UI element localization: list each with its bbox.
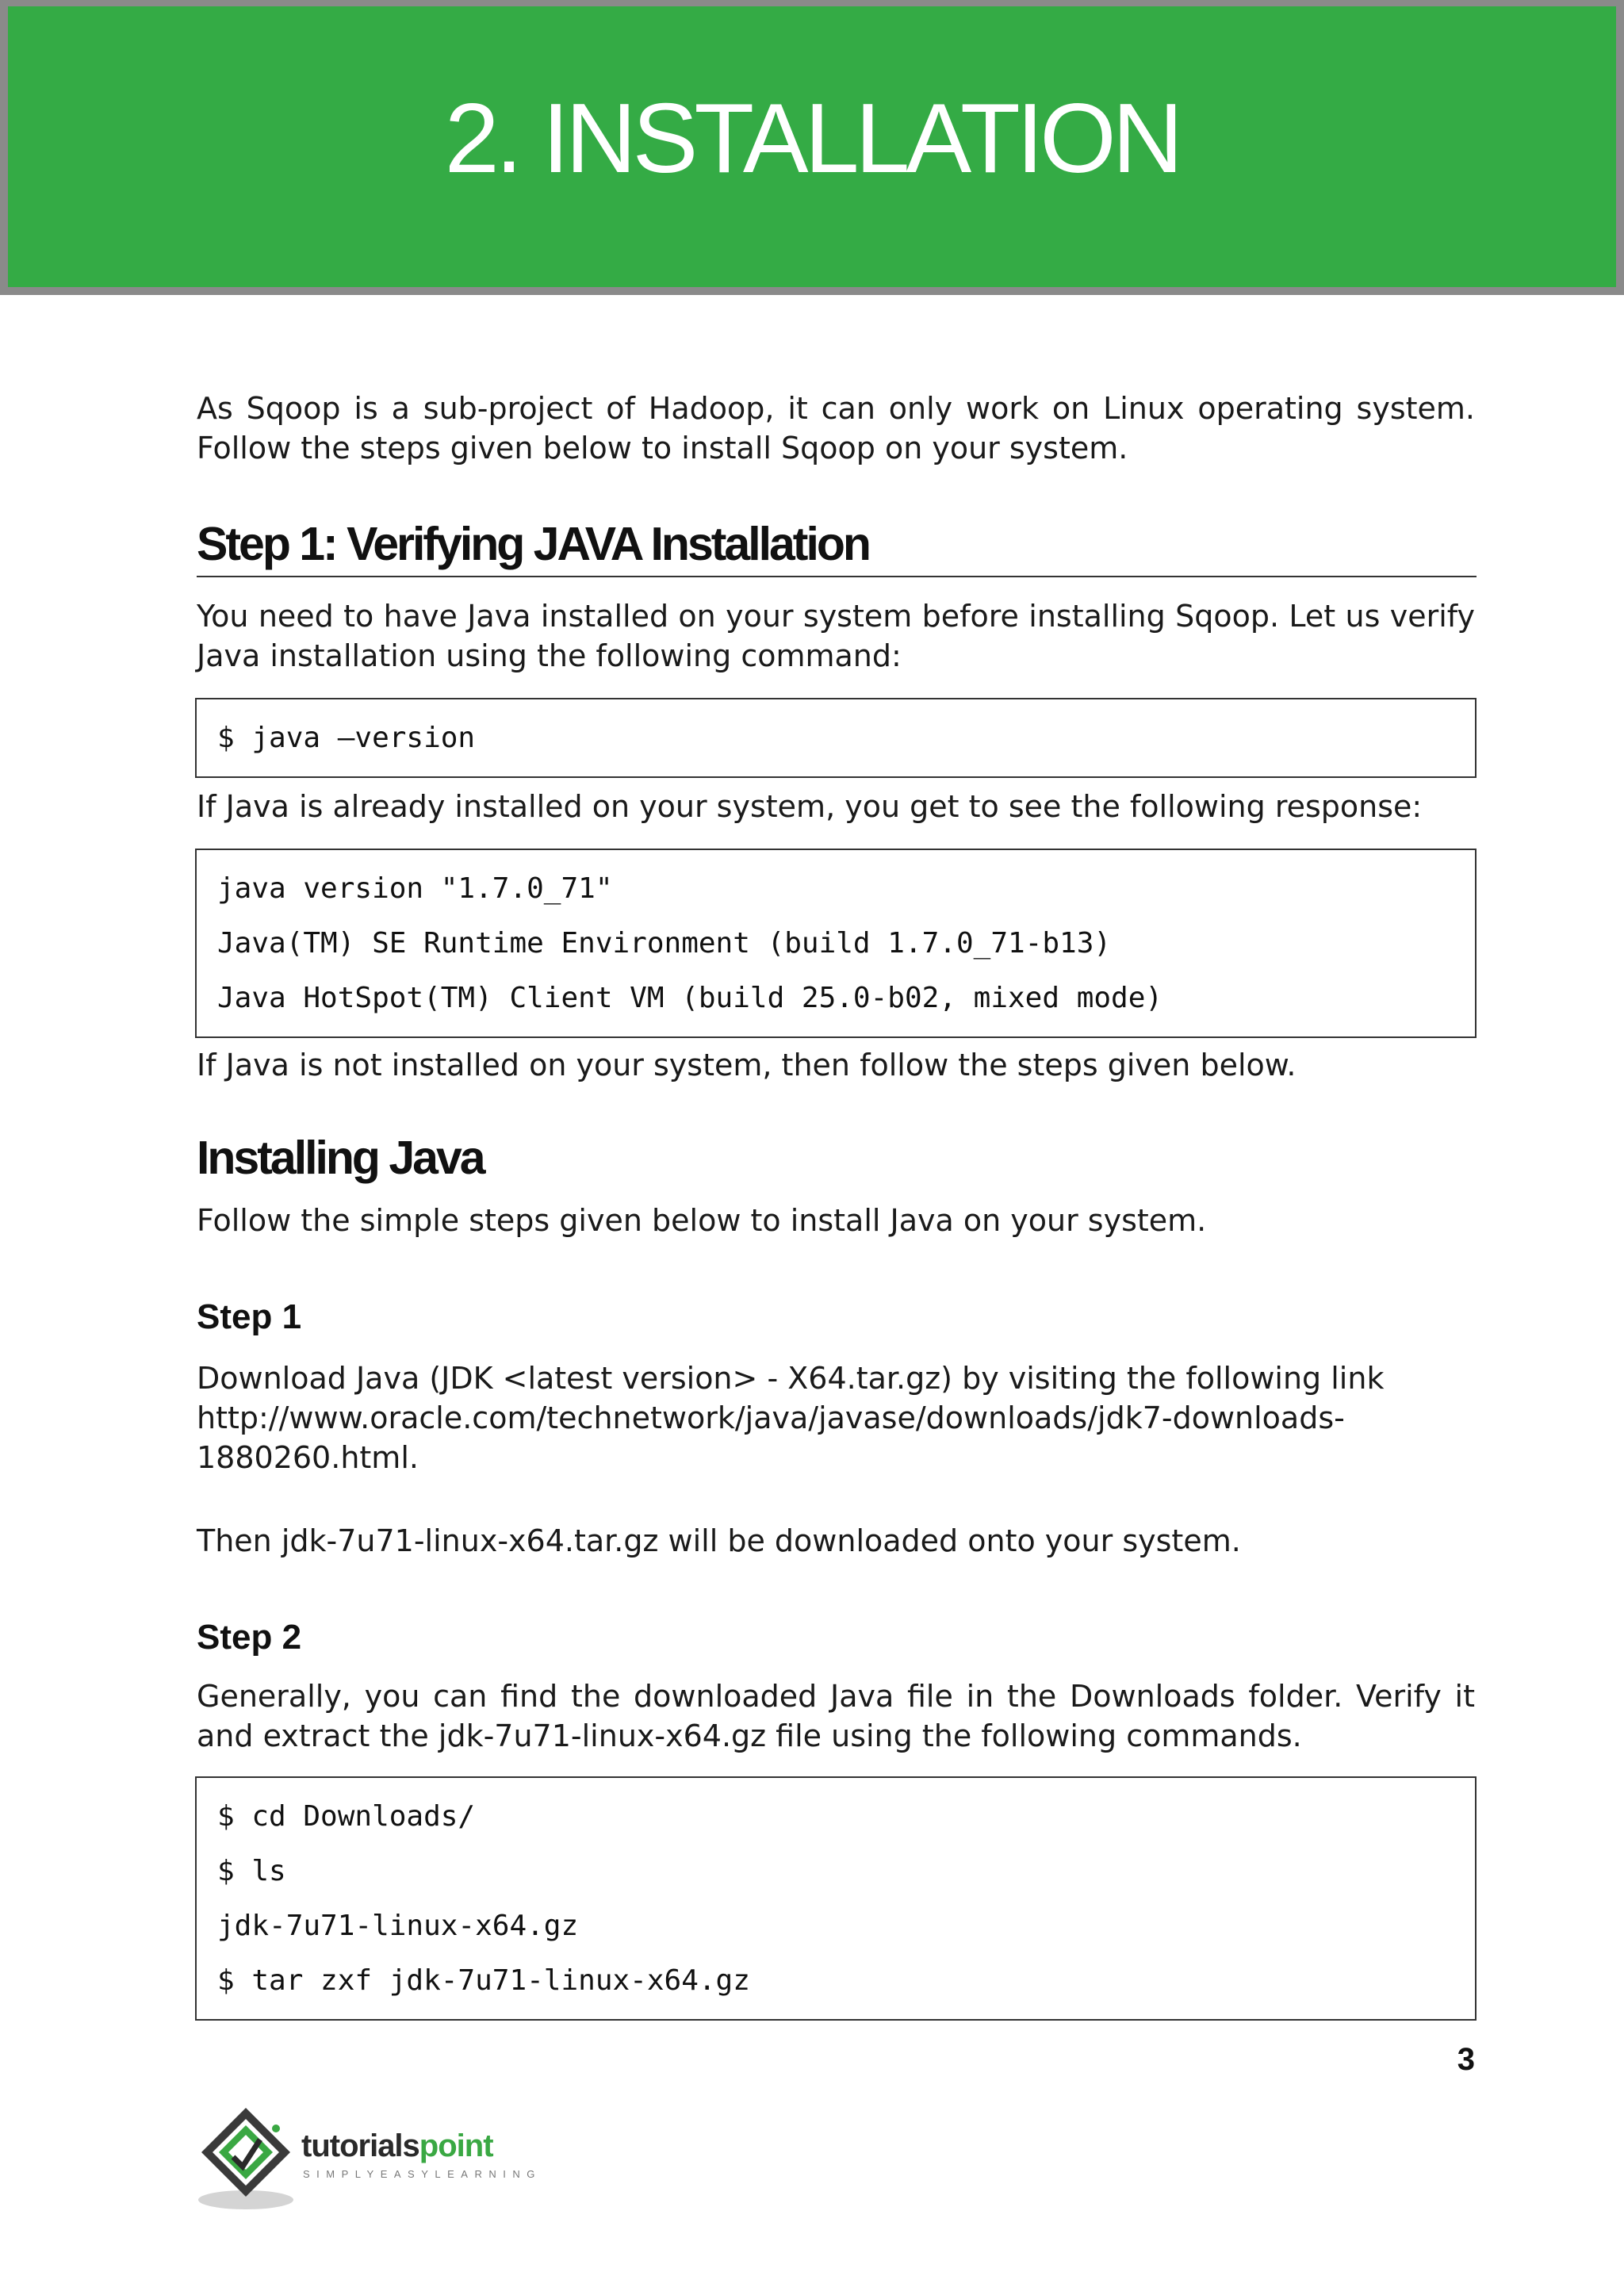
code-line: $ ls: [217, 1855, 286, 1887]
step-1-line-1: Download Java (JDK <latest version> - X64.tar.gz) by visiting the following link: [197, 1361, 1385, 1396]
page-number: 3: [1457, 2042, 1475, 2077]
code-block-java-version: [195, 698, 1477, 778]
step1-heading: Step 1: Verifying JAVA Installation: [197, 517, 1477, 577]
step1-paragraph: You need to have Java installed on your system before installing Sqoop. Let us verify Java installation using the following command:: [197, 599, 1475, 673]
installing-java-heading: Installing Java: [197, 1132, 484, 1184]
step-2-subheading: Step 2: [197, 1618, 302, 1657]
code-line: jdk-7u71-linux-x64.gz: [217, 1910, 579, 1942]
download-link[interactable]: http://www.oracle.com/technetwork/java/javase/downloads/jdk7-downloads-: [197, 1400, 1345, 1435]
code-block-java-response: [195, 849, 1477, 1038]
not-installed-paragraph: If Java is not installed on your system, then follow the steps given below.: [197, 1048, 1297, 1082]
chapter-banner: [0, 0, 1624, 295]
chapter-title: 2. INSTALLATION: [444, 84, 1180, 193]
step-1-line-3: 1880260.html.: [197, 1440, 419, 1475]
logo-emblem-icon: [193, 2102, 304, 2213]
logo-word-tutorials: tutorials: [301, 2128, 419, 2163]
installing-java-paragraph: Follow the simple steps given below to install Java on your system.: [197, 1203, 1207, 1238]
code-line: Java(TM) SE Runtime Environment (build 1.7.0_71-b13): [217, 927, 1112, 960]
code-line: $ cd Downloads/: [217, 1800, 476, 1833]
step-1-then-paragraph: Then jdk-7u71-linux-x64.tar.gz will be downloaded onto your system.: [197, 1523, 1241, 1558]
step-1-subheading: Step 1: [197, 1297, 302, 1336]
logo-tagline: SIMPLYEASYLEARNING: [303, 2168, 542, 2180]
logo-wordmark: [301, 2128, 493, 2164]
step-2-paragraph: Generally, you can find the downloaded Java file in the Downloads folder. Verify it and extract the jdk-7u71-linux-x64.gz file using the following commands.: [197, 1679, 1475, 1753]
code-line: java version "1.7.0_71": [217, 872, 613, 905]
code-line: Java HotSpot(TM) Client VM (build 25.0-b02, mixed mode): [217, 982, 1163, 1014]
intro-paragraph: As Sqoop is a sub-project of Hadoop, it can only work on Linux operating system. Follow the steps given below to install Sqoop on your system.: [197, 391, 1475, 466]
code-block-extract: [195, 1776, 1477, 2021]
code-line: $ java –version: [217, 722, 476, 754]
tutorialspoint-logo: [193, 2102, 566, 2213]
code-line: $ tar zxf jdk-7u71-linux-x64.gz: [217, 1964, 750, 1997]
response-intro: If Java is already installed on your system, you get to see the following response:: [197, 789, 1423, 824]
logo-word-point: point: [419, 2128, 493, 2163]
